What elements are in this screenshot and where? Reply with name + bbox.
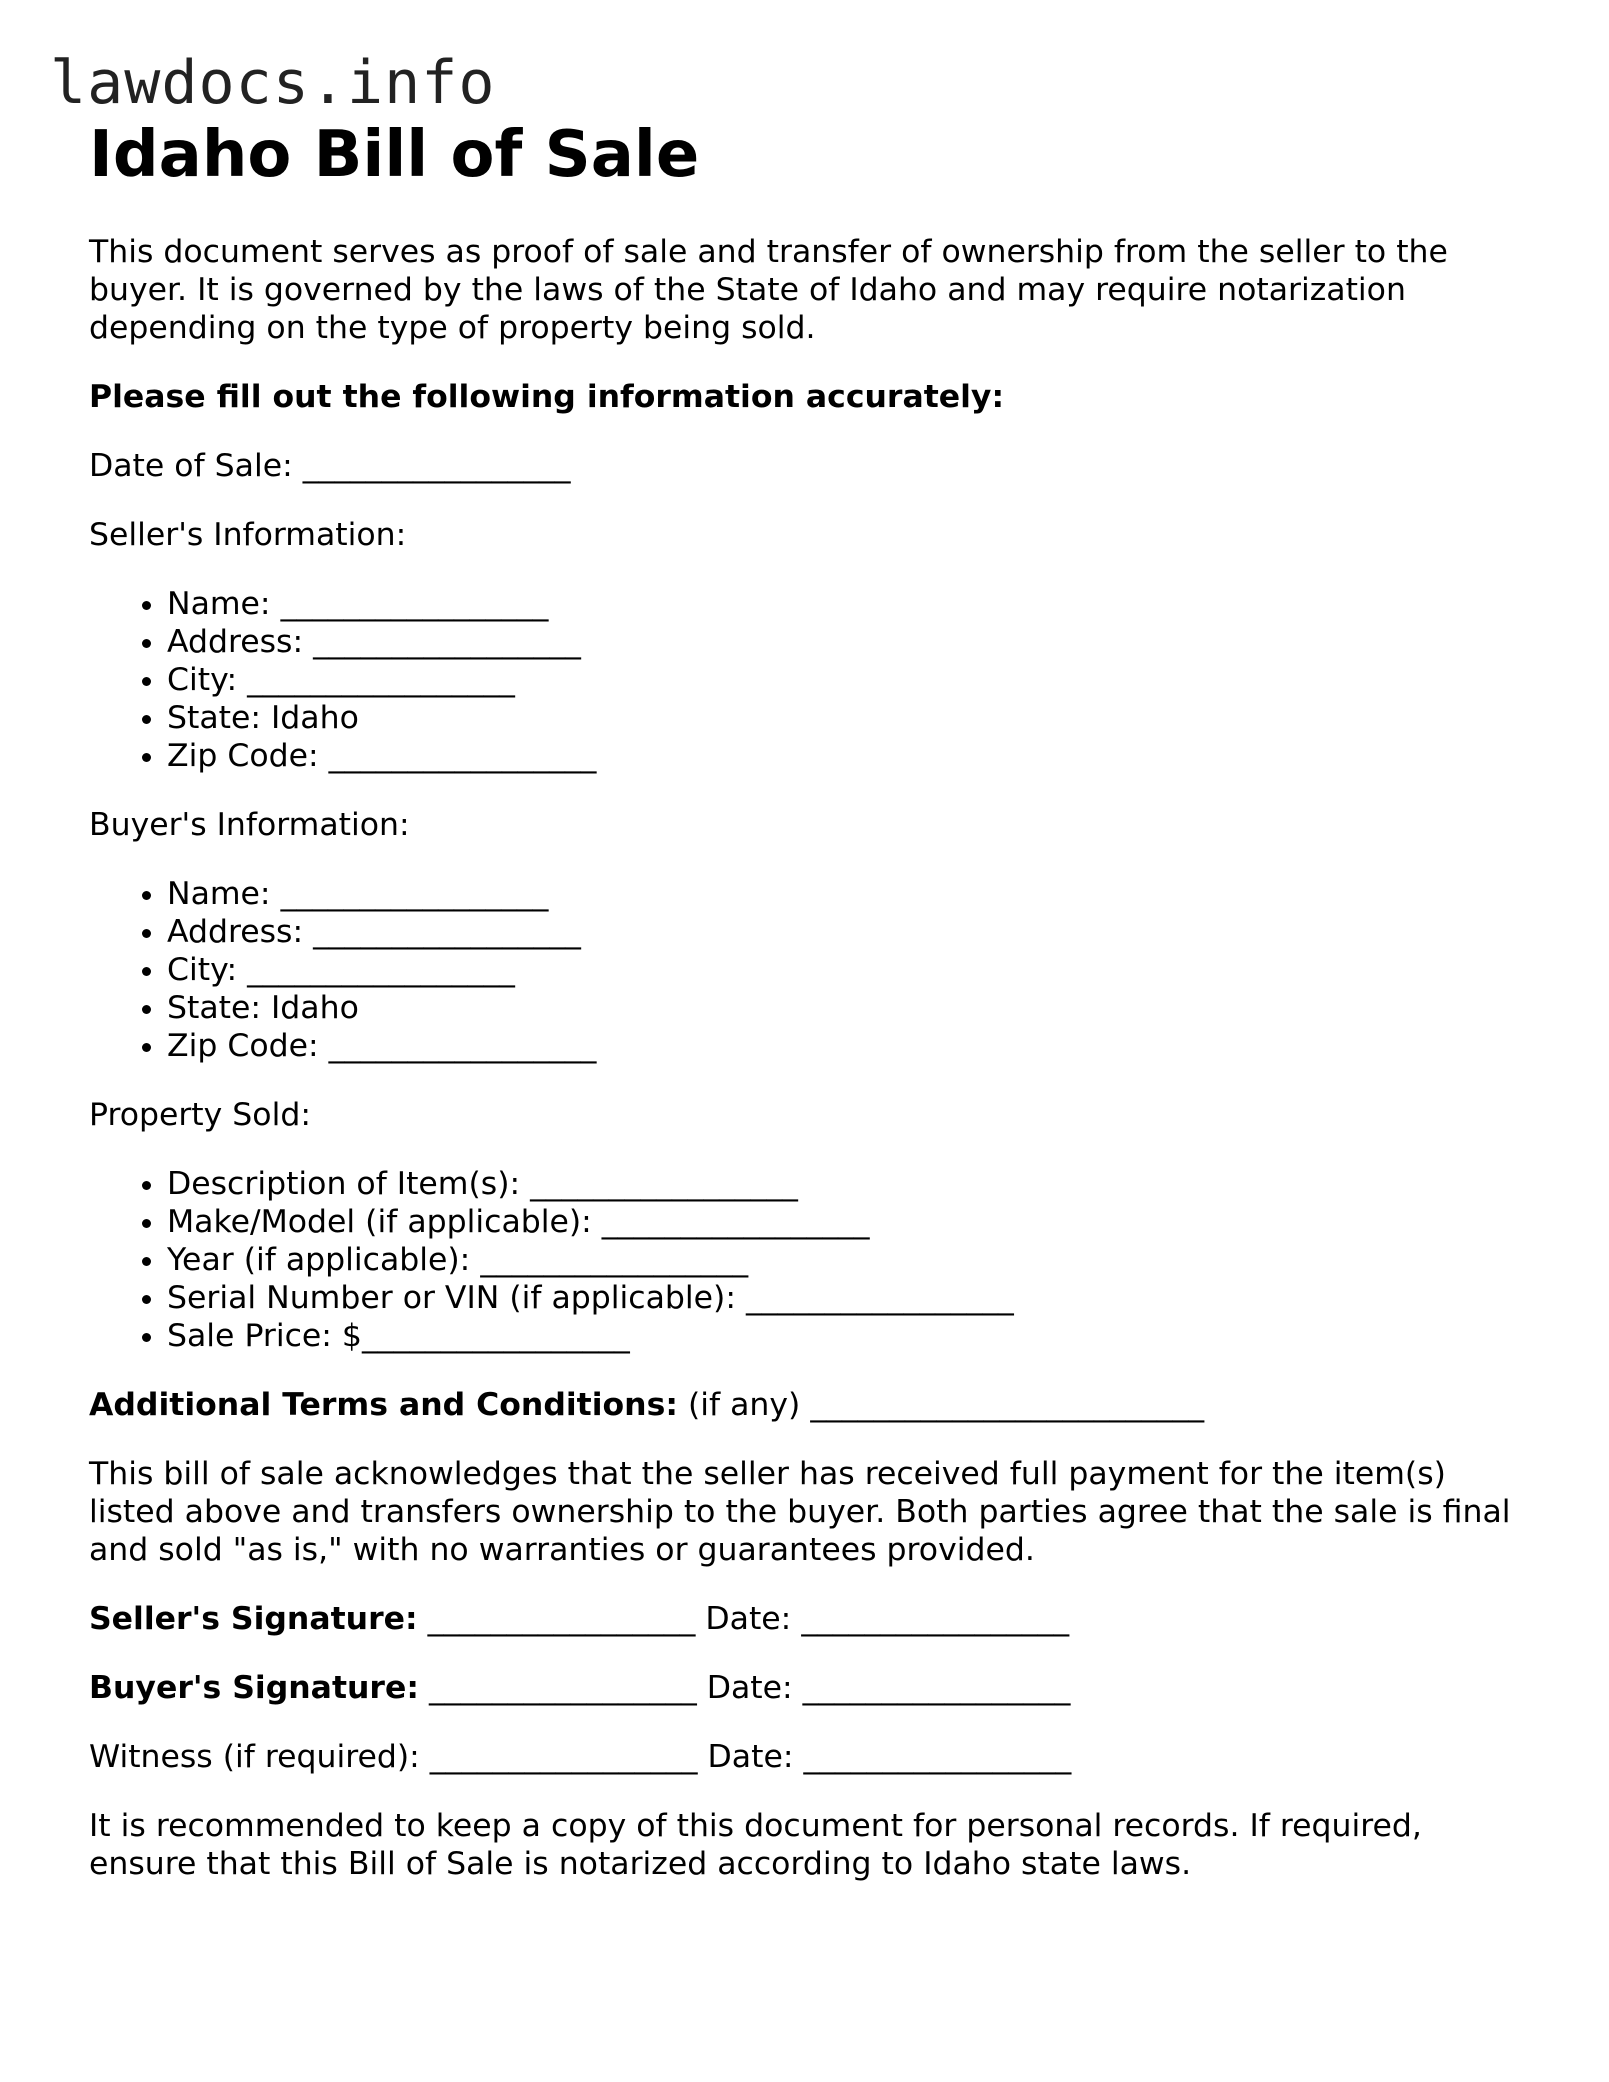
buyer-address-field[interactable]: • Address: _________________ [167,913,1529,951]
property-info-list [89,1165,1529,1355]
additional-terms-field[interactable]: Additional Terms and Conditions: (if any) _________________________ [89,1387,1205,1423]
buyer-zip-field[interactable]: • Zip Code: _________________ [167,1027,1529,1065]
date-of-sale-field[interactable]: Date of Sale: _________________ [89,448,571,484]
buyer-info-list [89,875,1529,1065]
property-heading: Property Sold: [89,1097,311,1133]
property-make-model-field[interactable]: • Make/Model (if applicable): _________________ [167,1203,1529,1241]
property-description-field[interactable]: • Description of Item(s): _________________ [167,1165,1529,1203]
closing-paragraph: It is recommended to keep a copy of this document for personal records. If required, ensure that this Bill of Sale is notarized according to Idaho state laws. [89,1808,1422,1882]
seller-address-field[interactable]: • Address: _________________ [167,623,1529,661]
seller-state-field: • State: Idaho [167,699,1529,737]
witness-signature-line[interactable]: Witness (if required): _________________ Date: _________________ [89,1739,1072,1775]
seller-name-field[interactable]: • Name: _________________ [167,585,1529,623]
seller-zip-field[interactable]: • Zip Code: _________________ [167,737,1529,775]
acknowledgment-paragraph: This bill of sale acknowledges that the seller has received full payment for the item(s) listed above and transfers ownership to the buyer. Both parties agree that the sale is final and sold "as is," with no warranties or guarantees provided. [89,1456,1511,1568]
intro-paragraph: This document serves as proof of sale and transfer of ownership from the seller to the buyer. It is governed by the laws of the State of Idaho and may require notarization depending on the type of property being sold. [89,234,1448,346]
seller-info-list [89,585,1529,775]
buyer-name-field[interactable]: • Name: _________________ [167,875,1529,913]
property-year-field[interactable]: • Year (if applicable): _________________ [167,1241,1529,1279]
property-sale-price-field[interactable]: • Sale Price: $_________________ [167,1317,1529,1355]
buyer-signature-line[interactable]: Buyer's Signature: _________________ Date: _________________ [89,1670,1071,1706]
seller-city-field[interactable]: • City: _________________ [167,661,1529,699]
property-serial-field[interactable]: • Serial Number or VIN (if applicable): _________________ [167,1279,1529,1317]
document-body [89,118,1529,1883]
buyer-city-field[interactable]: • City: _________________ [167,951,1529,989]
buyer-heading: Buyer's Information: [89,807,410,843]
page-title: Idaho Bill of Sale [89,118,700,192]
seller-signature-line[interactable]: Seller's Signature: _________________ Date: _________________ [89,1601,1070,1637]
buyer-state-field: • State: Idaho [167,989,1529,1027]
instruction: Please fill out the following information accurately: [89,379,1005,415]
watermark: lawdocs.info [50,48,496,118]
seller-heading: Seller's Information: [89,517,407,553]
